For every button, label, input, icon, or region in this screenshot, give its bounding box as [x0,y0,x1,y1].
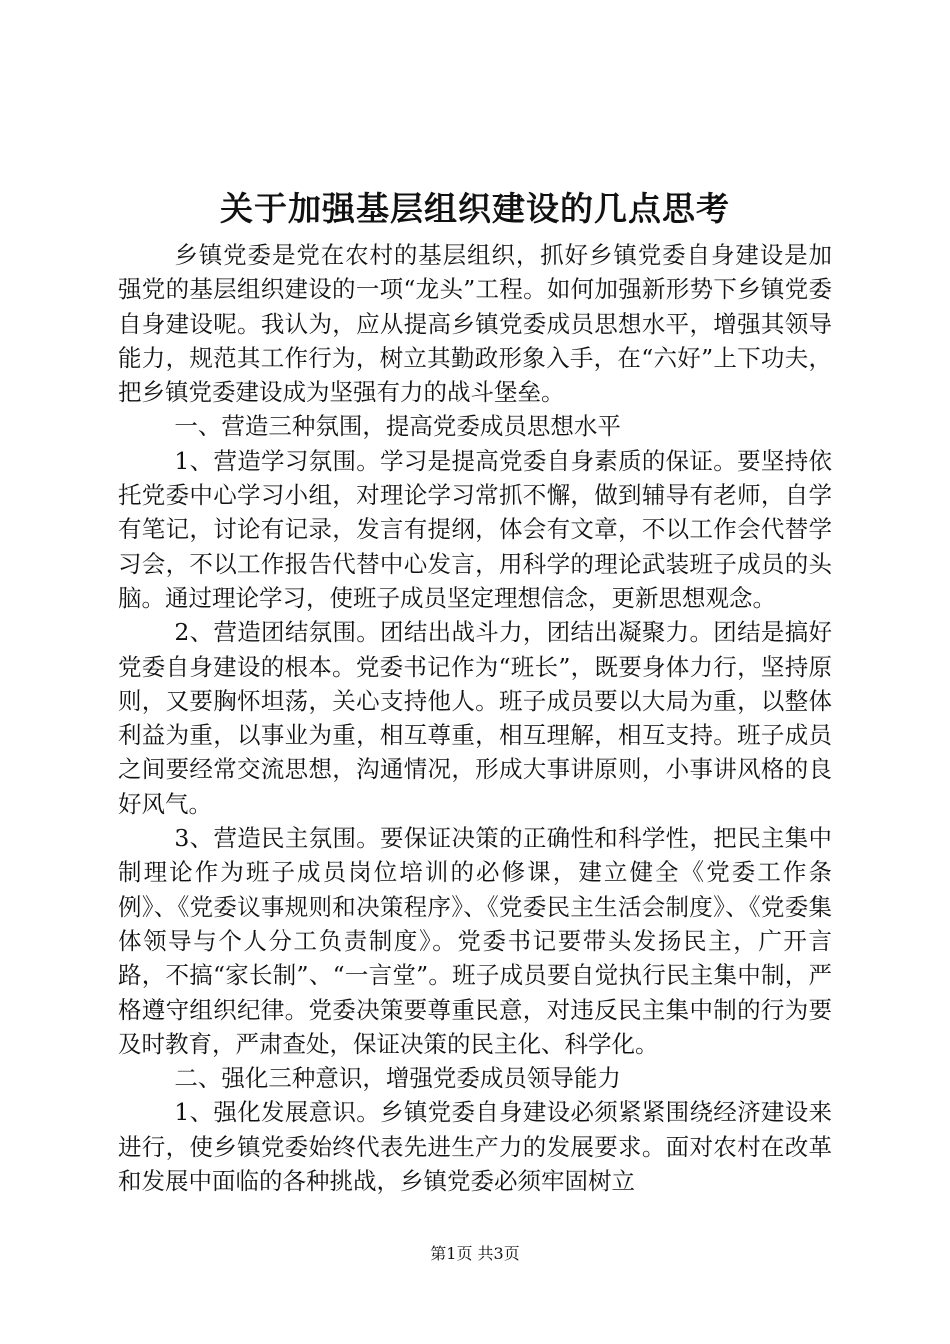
paragraph-1-1: 1、营造学习氛围。学习是提高党委自身素质的保证。要坚持依托党委中心学习小组，对理论学习常抓不懈，做到辅导有老师，自学有笔记，讨论有记录，发言有提纲，体会有文章，不以工作会代替学习会，不以工作报告代替中心发言，用科学的理论武装班子成员的头脑。通过理论学习，使班子成员坚定理想信念，更新思想观念。 [118,446,832,612]
page-number-footer: 第1页 共3页 [430,1244,520,1263]
paragraph-2-1: 1、强化发展意识。乡镇党委自身建设必须紧紧围绕经济建设来进行，使乡镇党委始终代表先进生产力的发展要求。面对农村在改革和发展中面临的各种挑战，乡镇党委必须牢固树立 [118,1098,832,1196]
paragraph-intro: 乡镇党委是党在农村的基层组织，抓好乡镇党委自身建设是加强党的基层组织建设的一项“龙头”工程。如何加强新形势下乡镇党委自身建设呢。我认为，应从提高乡镇党委成员思想水平，增强其领导能力，规范其工作行为，树立其勤政形象入手，在“六好”上下功夫，把乡镇党委建设成为坚强有力的战斗堡垒。 [118,241,832,407]
section-heading-2: 二、强化三种意识，增强党委成员领导能力 [174,1064,621,1093]
paragraph-1-3: 3、营造民主氛围。要保证决策的正确性和科学性，把民主集中制理论作为班子成员岗位培训的必修课，建立健全《党委工作条例》、《党委议事规则和决策程序》、《党委民主生活会制度》、《党委集体领导与个人分工负责制度》。党委书记要带头发扬民主，广开言路，不搞“家长制”、“一言堂”。班子成员要自觉执行民主集中制，严格遵守组织纪律。党委决策要尊重民意，对违反民主集中制的行为要及时教育，严肃查处，保证决策的民主化、科学化。 [118,824,832,1058]
paragraph-1-2: 2、营造团结氛围。团结出战斗力，团结出凝聚力。团结是搞好党委自身建设的根本。党委书记作为“班长”，既要身体力行，坚持原则，又要胸怀坦荡，关心支持他人。班子成员要以大局为重，以整体利益为重，以事业为重，相互尊重，相互理解，相互支持。班子成员之间要经常交流思想，沟通情况，形成大事讲原则，小事讲风格的良好风气。 [118,618,832,818]
document-title: 关于加强基层组织建设的几点思考 [220,189,730,228]
document-body [118,238,832,1198]
section-heading-1: 一、营造三种氛围，提高党委成员思想水平 [174,412,621,441]
